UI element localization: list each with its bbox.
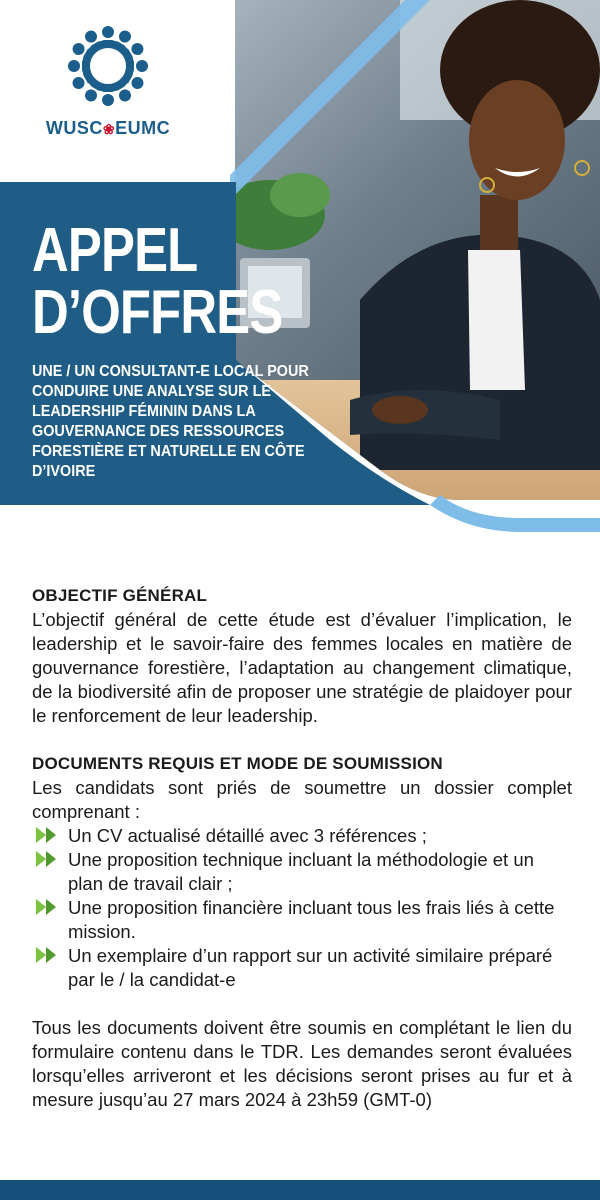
documents-section: [32, 752, 572, 992]
list-item: [32, 944, 572, 992]
hero-banner: [0, 0, 600, 540]
title-line-1: APPEL: [32, 216, 198, 285]
logo-text-wusc: WUSC: [45, 118, 103, 138]
page-subtitle: UNE / UN CONSULTANT-E LOCAL POUR CONDUIRE UNE ANALYSE SUR LE LEADERSHIP FÉMININ DANS LA GOUVERNANCE DES RESSOURCES FORESTIÈRE ET NATURELLE EN CÔTE D’IVOIRE: [32, 363, 309, 480]
page-title: [32, 216, 283, 347]
documents-heading: DOCUMENTS REQUIS ET MODE DE SOUMISSION: [32, 754, 443, 773]
list-item: [32, 896, 572, 944]
list-item-text: Un exemplaire d’un rapport sur un activité similaire préparé par le / la candidat-e: [68, 945, 553, 990]
list-item-text: Une proposition financière incluant tous les frais liés à cette mission.: [68, 897, 555, 942]
documents-list: [32, 824, 572, 992]
double-arrow-icon: [36, 827, 58, 843]
list-item: [32, 848, 572, 896]
title-line-2: D’OFFRES: [32, 278, 283, 347]
main-content: [32, 584, 572, 1112]
closing-text: Tous les documents doivent être soumis en complétant le lien du formulaire contenu dans le TDR. Les demandes seront évaluées lorsqu’elles arriveront et les décisions seront prises au fur et à mesure jusqu’au 27 mars 2024 à 23h59 (GMT-0): [32, 1017, 572, 1110]
list-item-text: Une proposition technique incluant la méthodologie et un plan de travail clair ;: [68, 849, 534, 894]
logo-text-eumc: EUMC: [115, 118, 171, 138]
wusc-emblem-icon: [28, 22, 188, 114]
list-item: [32, 824, 572, 848]
objective-heading: OBJECTIF GÉNÉRAL: [32, 586, 208, 605]
objective-section: [32, 584, 572, 728]
wusc-eumc-logo: [28, 22, 188, 142]
maple-leaf-icon: ❀: [102, 121, 116, 137]
footer-bar: [0, 1180, 600, 1200]
documents-intro: Les candidats sont priés de soumettre un dossier complet comprenant :: [32, 777, 572, 822]
closing-section: [32, 1016, 572, 1112]
double-arrow-icon: [36, 899, 58, 915]
double-arrow-icon: [36, 851, 58, 867]
double-arrow-icon: [36, 947, 58, 963]
objective-text: L’objectif général de cette étude est d’évaluer l’implication, le leadership et le savoir-faire des femmes locales en matière de gouvernance forestière, l’adaptation au changement climatique, de la biodiversité afin de proposer une stratégie de plaidoyer pour le renforcement de leur leadership.: [32, 609, 572, 726]
list-item-text: Un CV actualisé détaillé avec 3 références ;: [68, 825, 427, 846]
logo-wordmark: [28, 118, 188, 139]
